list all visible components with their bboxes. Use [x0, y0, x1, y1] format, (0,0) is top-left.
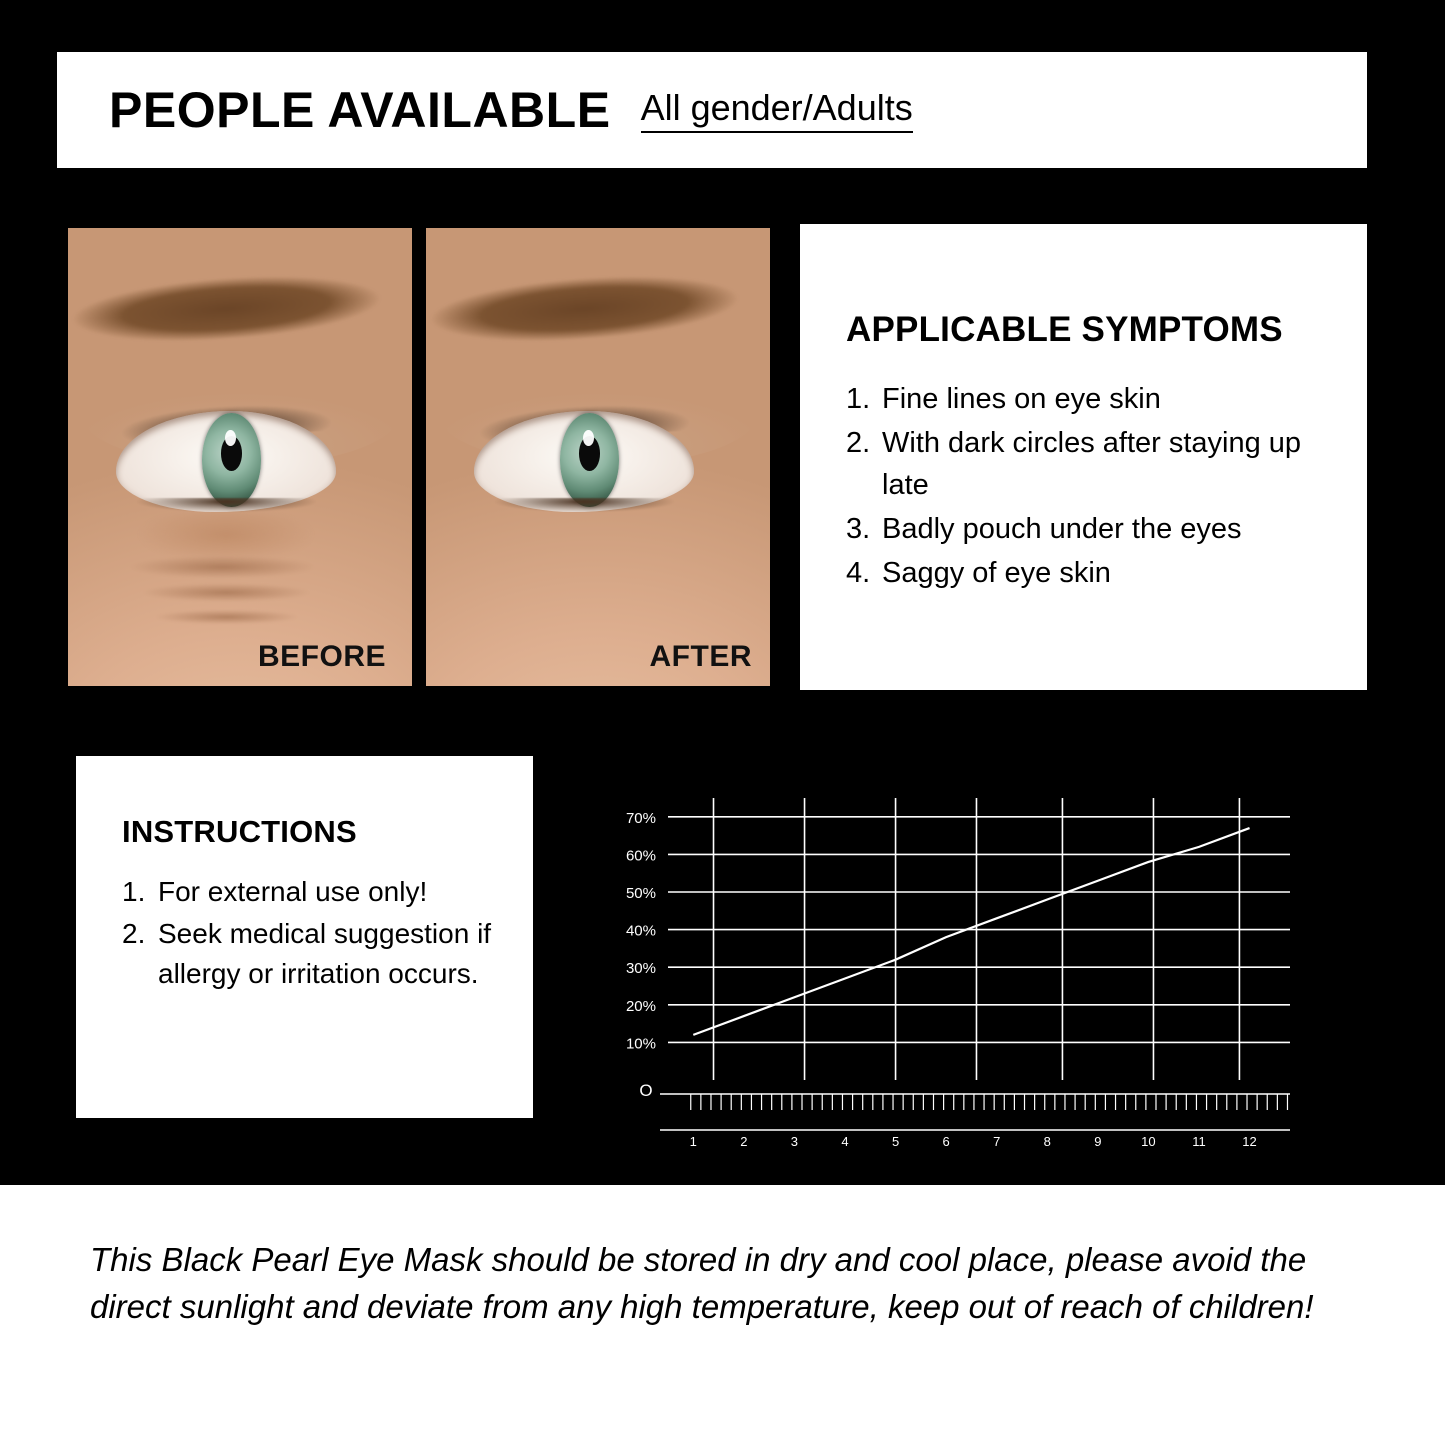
- instructions-list: [122, 872, 507, 993]
- list-item: [846, 552, 1333, 594]
- chart-ytick-label: 20%: [625, 997, 656, 1015]
- header-subtitle: All gender/Adults: [641, 87, 913, 133]
- chart-ytick-label: 30%: [625, 960, 656, 978]
- chart-svg: [590, 780, 1300, 1150]
- chart-xtick-label: 6: [942, 1134, 950, 1149]
- chart-xtick-label: 4: [841, 1134, 849, 1149]
- footer-note: [0, 1185, 1445, 1445]
- applicable-symptoms-card: [800, 224, 1367, 690]
- chart-ytick-label: 70%: [625, 809, 656, 827]
- list-text: Fine lines on eye skin: [882, 383, 1161, 415]
- chart-xtick-label: 11: [1192, 1134, 1206, 1149]
- list-number: 3.: [846, 513, 871, 546]
- list-item: [846, 422, 1333, 506]
- list-text: With dark circles after staying up late: [882, 427, 1302, 502]
- chart-xtick-label: 10: [1141, 1134, 1156, 1149]
- after-caption: AFTER: [649, 640, 752, 673]
- chart-xtick-label: 9: [1094, 1134, 1102, 1149]
- lower-lash-shape: [488, 498, 681, 516]
- chart-xtick-label: 8: [1043, 1134, 1051, 1149]
- eye-glint: [583, 430, 594, 446]
- chart-xtick-label: 2: [740, 1134, 748, 1149]
- list-number: 4.: [846, 557, 871, 590]
- list-text: Seek medical suggestion if allergy or irritation occurs.: [158, 917, 492, 989]
- before-photo: [68, 228, 412, 686]
- instructions-heading: INSTRUCTIONS: [122, 814, 357, 849]
- symptoms-heading: APPLICABLE SYMPTOMS: [846, 310, 1283, 349]
- list-item: [122, 914, 507, 994]
- list-number: 2.: [846, 427, 871, 460]
- chart-xtick-label: 12: [1242, 1134, 1257, 1149]
- chart-ytick-label: 60%: [625, 847, 656, 865]
- top-black-strip: [0, 0, 1445, 52]
- wrinkle-line-2: [130, 581, 323, 604]
- symptoms-list: [846, 378, 1333, 594]
- list-item: [846, 508, 1333, 550]
- list-item: [122, 872, 507, 912]
- chart-origin-label: O: [639, 1081, 653, 1100]
- results-chart: [590, 780, 1300, 1150]
- after-photo: [426, 228, 770, 686]
- before-caption: BEFORE: [257, 640, 386, 673]
- chart-xtick-label: 5: [891, 1134, 900, 1149]
- chart-xtick-label: 3: [790, 1134, 799, 1149]
- list-number: 2.: [122, 917, 146, 949]
- list-item: [846, 378, 1333, 420]
- chart-ytick-label: 50%: [625, 885, 656, 902]
- page-title: PEOPLE AVAILABLE: [109, 82, 611, 138]
- wrinkle-line-1: [116, 553, 329, 580]
- chart-xtick-label: 7: [993, 1134, 1001, 1149]
- list-text: For external use only!: [158, 876, 428, 907]
- list-text: Saggy of eye skin: [882, 557, 1111, 590]
- list-number: 1.: [846, 383, 871, 415]
- list-text: Badly pouch under the eyes: [882, 513, 1242, 546]
- list-number: 1.: [122, 876, 146, 907]
- eye-glint: [225, 430, 236, 446]
- chart-ytick-label: 10%: [625, 1035, 656, 1053]
- storage-instructions-text: This Black Pearl Eye Mask should be stored in dry and cool place, please avoid the direct sunlight and deviate from any high temperature, keep out of reach of children!: [90, 1241, 1314, 1325]
- instructions-card: [76, 756, 533, 1118]
- chart-ytick-label: 40%: [625, 922, 656, 940]
- chart-xtick-label: 1: [689, 1134, 697, 1149]
- chart-series-line: [693, 828, 1249, 1035]
- header-banner: [57, 52, 1367, 168]
